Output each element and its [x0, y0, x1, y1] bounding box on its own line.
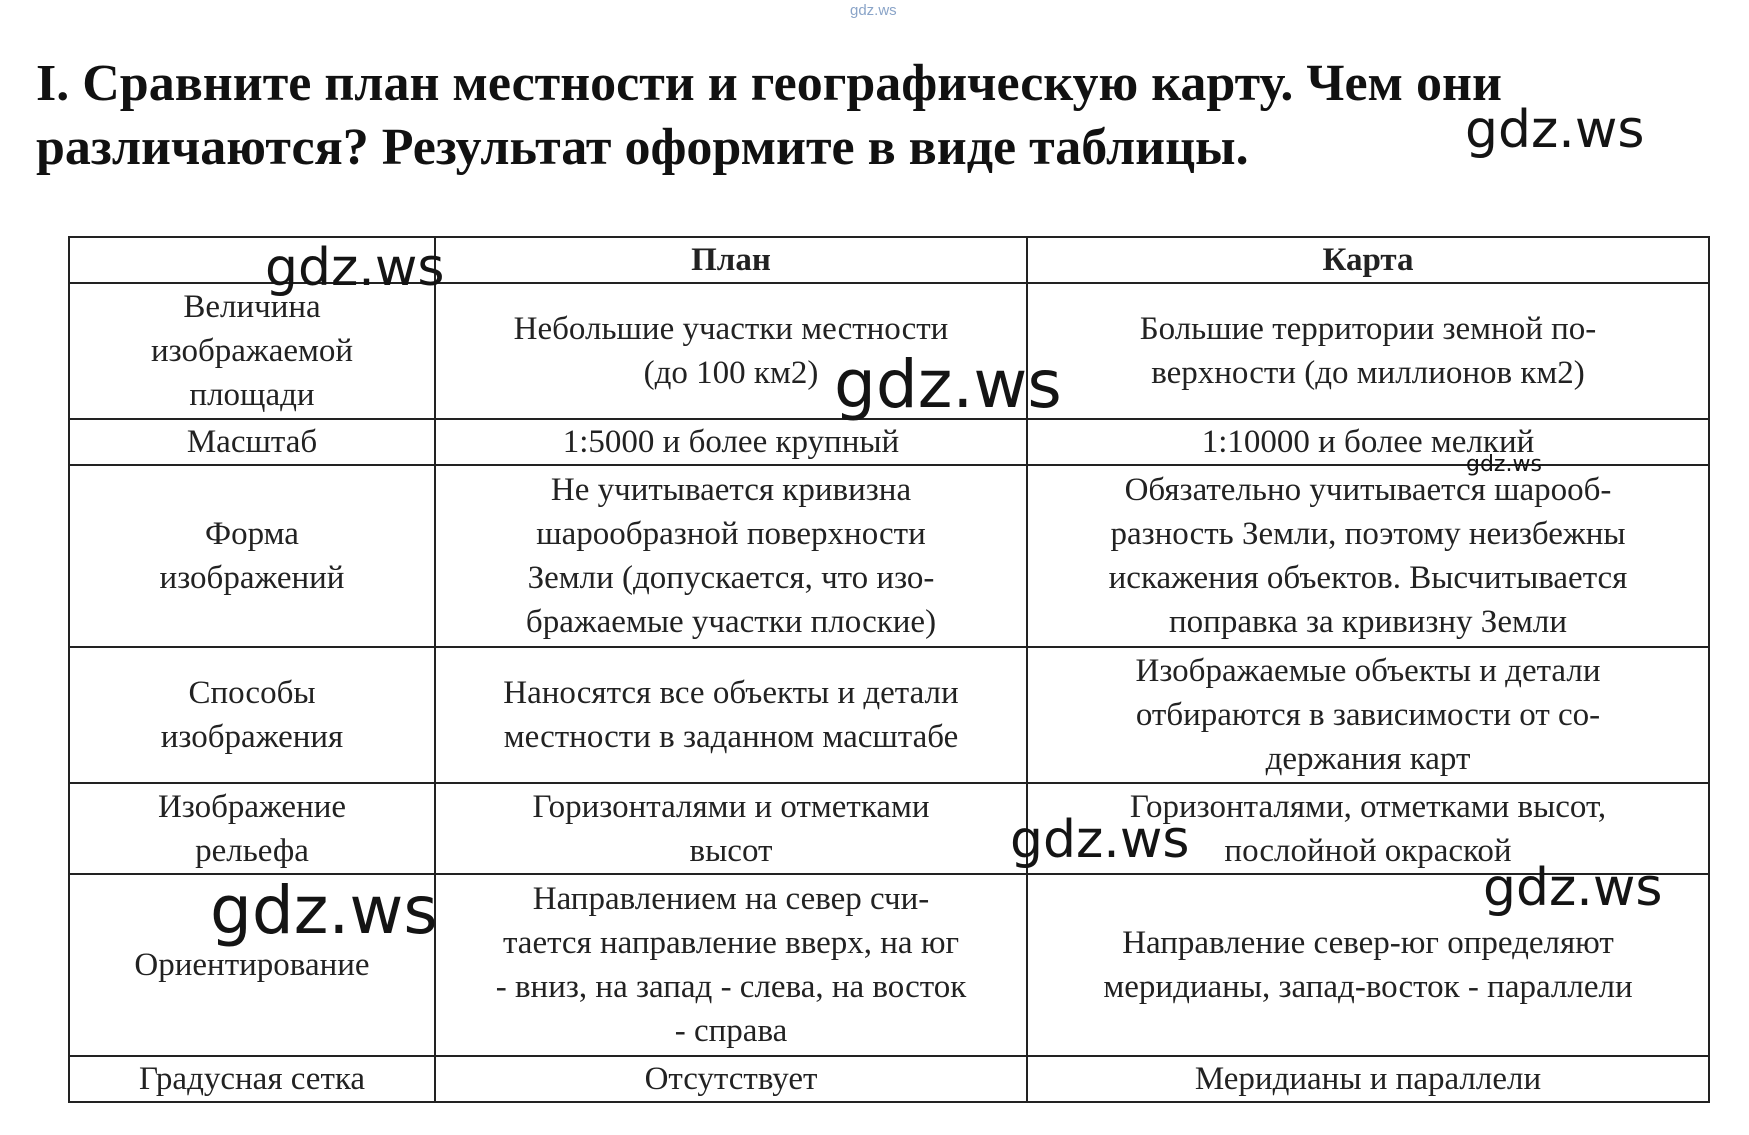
text-line: высот: [689, 832, 773, 869]
header-plan: План: [435, 237, 1027, 283]
title-line-2: различаются? Результат оформите в виде таблицы.: [36, 119, 1249, 176]
task-title: [36, 52, 1716, 180]
row-label: [69, 283, 435, 419]
table-row: [69, 465, 1709, 647]
text-line: Изображаемые объекты и детали: [1135, 653, 1601, 689]
row-label: [69, 419, 435, 465]
map-cell: [1027, 465, 1709, 647]
text-line: Изображение: [157, 788, 347, 825]
text-line: шарообразной поверхности: [536, 516, 926, 552]
text-line: Горизонталями и отметками: [532, 788, 930, 825]
text-line: Небольшие участки местности: [513, 311, 949, 347]
text-line: Обязательно учитывается шарооб-: [1124, 472, 1612, 508]
row-label: [69, 647, 435, 783]
text-line: Форма: [205, 516, 299, 552]
text-line: - справа: [674, 1013, 788, 1049]
plan-cell: [435, 1056, 1027, 1102]
row-label: [69, 1056, 435, 1102]
text-line: Направление север-юг определяют: [1122, 925, 1614, 961]
text-line: площади: [189, 377, 315, 413]
text-line: послойной окраской: [1224, 832, 1512, 869]
text-line: Градусная сетка: [138, 1061, 366, 1097]
table-row: [69, 783, 1709, 874]
text-line: Не учитывается кривизна: [550, 472, 912, 508]
plan-cell: [435, 783, 1027, 874]
watermark-title-right: gdz.ws: [1465, 100, 1645, 160]
text-line: поправка за кривизну Земли: [1169, 604, 1567, 640]
plan-cell: [435, 874, 1027, 1056]
table-row: [69, 647, 1709, 783]
text-line: Масштаб: [186, 424, 318, 460]
text-line: держания карт: [1265, 741, 1471, 777]
watermark-orientation-left: gdz.ws: [210, 872, 438, 949]
plan-cell: [435, 465, 1027, 647]
text-line: меридианы, запад-восток - параллели: [1103, 969, 1633, 1005]
title-line-1: I. Сравните план местности и географическую карту. Чем они: [36, 55, 1502, 112]
text-line: верхности (до миллионов км2): [1151, 355, 1585, 391]
text-line: искажения объектов. Высчитывается: [1108, 560, 1628, 596]
text-line: Ориентирование: [134, 947, 370, 983]
text-line: местности в заданном масштабе: [503, 719, 959, 755]
watermark-orientation-right: gdz.ws: [1483, 858, 1663, 918]
text-line: Наносятся все объекты и детали: [503, 675, 959, 711]
text-line: Горизонталями, отметками высот,: [1129, 788, 1607, 825]
text-line: изображения: [160, 719, 344, 755]
text-line: (до 100 км2): [643, 355, 819, 391]
map-cell: [1027, 283, 1709, 419]
text-line: изображаемой: [150, 333, 354, 369]
text-line: Величина: [183, 289, 321, 325]
row-label: [69, 783, 435, 874]
map-cell: [1027, 1056, 1709, 1102]
text-line: тается направление вверх, на юг: [502, 925, 960, 961]
plan-cell: [435, 647, 1027, 783]
text-line: Отсутствует: [644, 1061, 818, 1097]
watermark-top: gdz.ws: [850, 2, 897, 19]
watermark-scale-small: gdz.ws: [1466, 452, 1542, 477]
text-line: Большие территории земной по-: [1139, 311, 1597, 347]
header-map: Карта: [1027, 237, 1709, 283]
table-row: [69, 1056, 1709, 1102]
text-line: 1:10000 и более мелкий: [1201, 424, 1535, 460]
text-line: изображений: [159, 560, 345, 596]
text-line: отбираются в зависимости от со-: [1135, 697, 1601, 733]
text-line: - вниз, на запад - слева, на восток: [495, 969, 967, 1005]
map-cell: [1027, 419, 1709, 465]
watermark-center: gdz.ws: [834, 346, 1062, 423]
table-row: [69, 419, 1709, 465]
text-line: Меридианы и параллели: [1194, 1061, 1542, 1097]
watermark-relief: gdz.ws: [1010, 810, 1190, 870]
plan-cell: [435, 419, 1027, 465]
watermark-header-left: gdz.ws: [265, 238, 445, 298]
row-label: [69, 465, 435, 647]
map-cell: [1027, 647, 1709, 783]
text-line: бражаемые участки плоские): [525, 604, 937, 640]
text-line: рельефа: [195, 832, 309, 869]
text-line: разность Земли, поэтому неизбежны: [1110, 516, 1626, 552]
text-line: Направлением на север счи-: [532, 881, 930, 917]
text-line: Способы: [188, 675, 316, 711]
text-line: 1:5000 и более крупный: [562, 424, 900, 460]
text-line: Земли (допускается, что изо-: [527, 560, 935, 596]
